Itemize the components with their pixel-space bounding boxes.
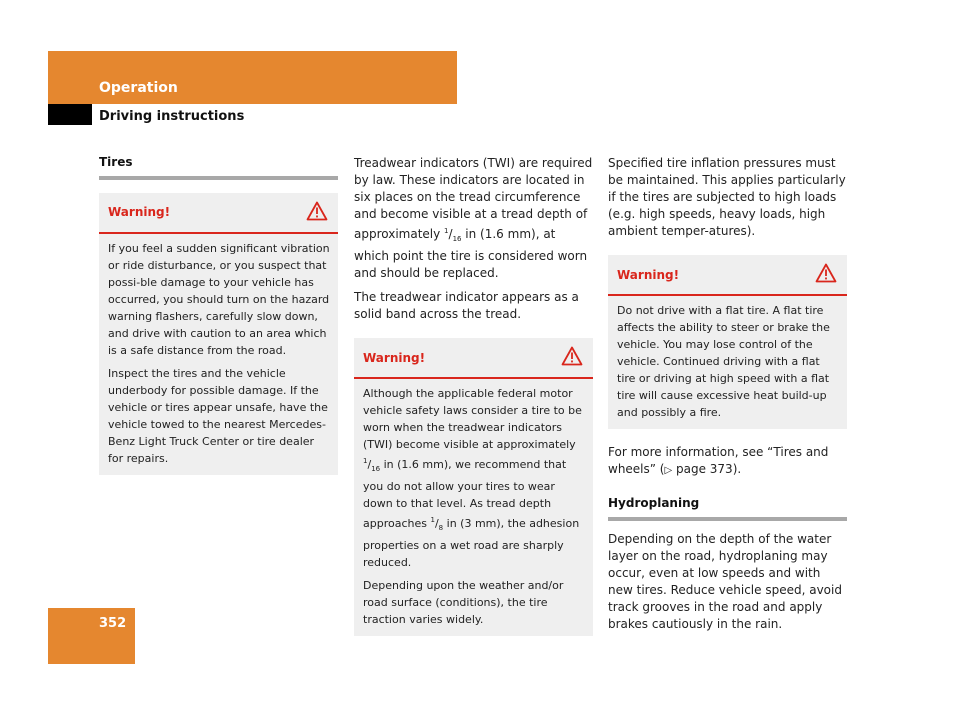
warning-box <box>354 338 593 636</box>
page-reference-link[interactable]: page 373). <box>672 462 742 476</box>
heading-rule <box>608 517 847 521</box>
warning-header <box>99 193 338 234</box>
column-1 <box>99 155 338 475</box>
text-run: in (3 mm), the adhesion properties on a wet road are sharply reduced. <box>363 517 580 569</box>
hydroplaning-paragraph: Depending on the depth of the water layer on the road, hydroplaning may occur, even at low speeds and with new tires. Reduce vehicle speed, avoid track grooves in the road and apply brakes cautiously in the rain. <box>608 532 842 631</box>
reference-paragraph <box>608 444 847 479</box>
text-run: in (1.6 mm), we recommend that you do not allow your tires to wear down to that level. As tread depth approaches <box>363 458 567 530</box>
fraction-denominator: 8 <box>438 524 444 532</box>
warning-paragraph: Depending upon the weather and/or road surface (conditions), the tire traction varies widely. <box>363 579 564 626</box>
fraction-numerator: 1 <box>444 227 449 235</box>
warning-box <box>99 193 338 475</box>
subsection-title: Driving instructions <box>99 109 245 124</box>
warning-header <box>608 255 847 296</box>
warning-paragraph: If you feel a sudden significant vibration or ride disturbance, or you suspect that possi-ble damage to your vehicle has occurred, you should turn on the hazard warning flashers, carefully slow down, and drive with caution to an area which is a safe distance from the road. <box>108 242 330 357</box>
header-black-tab <box>48 104 92 125</box>
warning-triangle-icon <box>561 346 583 366</box>
warning-title: Warning! <box>617 268 680 282</box>
warning-title: Warning! <box>108 205 171 219</box>
warning-paragraph: Inspect the tires and the vehicle underbody for possible damage. If the vehicle or tires appear unsafe, have the vehicle towed to the nearest Mercedes-Benz Light Truck Center or tire dealer for repairs. <box>108 367 328 465</box>
text-run: Although the applicable federal motor vehicle safety laws consider a tire to be worn when the treadwear indicators (TWI) become visible at approximately <box>363 387 582 451</box>
fraction-denominator: 16 <box>371 465 381 473</box>
treadwear-paragraph: Treadwear indicators (TWI) are required by law. These indicators are located in six places on the tread circumference and become visible at a tread depth of approximately $^1/_{16}$ in (1.6 mm), at which point the tire is considered worn and should be replaced. <box>354 156 593 280</box>
warning-triangle-icon <box>815 263 837 283</box>
warning-paragraph: Although the applicable federal motor vehicle safety laws consider a tire to be worn when the treadwear indicators (TWI) become visible at approximately $^1/_{16}$ in (1.6 mm), we recommend that you do not allow your tires to wear down to that level. As tread depth approaches $^1/_8$ in (3 mm), the adhesion properties on a wet road are sharply reduced. <box>363 387 582 569</box>
warning-paragraph: Do not drive with a flat tire. A flat tire affects the ability to steer or brake the vehicle. You may lose control of the vehicle. Continued driving with a flat tire or driving at high speed with a flat tire will cause excessive heat build-up and possibly a fire. <box>617 304 830 419</box>
warning-header <box>354 338 593 379</box>
warning-triangle-icon <box>306 201 328 221</box>
heading-hydroplaning: Hydroplaning <box>608 496 700 510</box>
heading-rule <box>99 176 338 180</box>
text-run: Treadwear indicators (TWI) are required by law. These indicators are located in six places on the tread circumference and become visible at a tread depth of approximately <box>354 156 593 241</box>
warning-body <box>354 379 593 636</box>
column-2 <box>354 155 593 636</box>
warning-box <box>608 255 847 429</box>
fraction-numerator: 1 <box>363 457 368 465</box>
header-band <box>48 51 457 104</box>
warning-body <box>99 234 338 475</box>
inflation-paragraph: Specified tire inflation pressures must be maintained. This applies particularly if the tires are subjected to high loads (e.g. high speeds, heavy loads, high ambient temper-atures). <box>608 156 846 238</box>
page-number: 352 <box>99 616 127 631</box>
fraction-denominator: 16 <box>452 235 462 243</box>
treadwear-band-paragraph: The treadwear indicator appears as a solid band across the tread. <box>354 290 579 321</box>
text-run: For more information, see “Tires and wheels” ( <box>608 445 829 476</box>
warning-title: Warning! <box>363 351 426 365</box>
heading-tires: Tires <box>99 155 133 169</box>
page-ref-arrow-icon: ▷ <box>664 465 673 476</box>
warning-body <box>608 296 847 429</box>
text-run: in (1.6 mm), at which point the tire is considered worn and should be replaced. <box>354 227 588 280</box>
fraction-numerator: 1 <box>430 516 435 524</box>
column-3 <box>608 155 847 640</box>
section-title: Operation <box>99 80 178 96</box>
